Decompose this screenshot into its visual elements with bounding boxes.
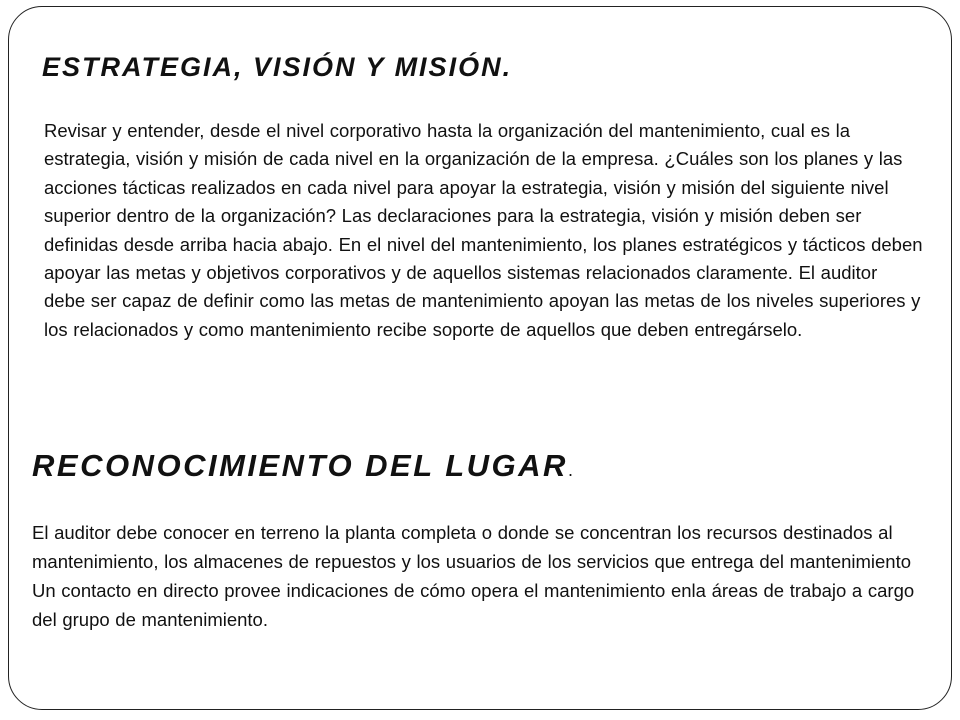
section-body-estrategia: Revisar y entender, desde el nivel corporativo hasta la organización del mantenimiento, cual es la estrategia, visión y misión de cada nivel en la organización de la empresa. ¿Cuáles son los planes y las acciones tácticas realizados en cada nivel para apoyar la estrategia, visión y misión del siguiente nivel superior dentro de la organización? Las declaraciones para la estrategia, visión y misión deben ser definidas desde arriba hacia abajo. En el nivel del mantenimiento, los planes estratégicos y tácticos deben apoyar las metas y objetivos corporativos y de aquellos sistemas relacionados claramente. El auditor debe ser capaz de definir como las metas de mantenimiento apoyan las metas de los niveles superiores y los relacionados y como mantenimiento recibe soporte de aquellos que deben entregárselo.: [44, 120, 923, 340]
section-body-reconocimiento: [32, 518, 937, 634]
section-heading-estrategia: ESTRATEGIA, VISIÓN Y MISIÓN.: [42, 52, 513, 82]
section-heading-reconocimiento-text: RECONOCIMIENTO DEL LUGAR: [32, 448, 568, 483]
section-heading-reconocimiento-dot: .: [567, 460, 573, 480]
section-body-reconocimiento-p1: El auditor debe conocer en terreno la planta completa o donde se concentran los recursos destinados al mantenimiento, los almacenes de repuestos y los usuarios de los servicios que entrega del mantenimiento: [32, 522, 912, 572]
section-body-reconocimiento-p2: Un contacto en directo provee indicaciones de cómo opera el mantenimiento enla áreas de trabajo a cargo del grupo de mantenimiento.: [32, 580, 915, 630]
section-heading-reconocimiento: [32, 448, 573, 484]
